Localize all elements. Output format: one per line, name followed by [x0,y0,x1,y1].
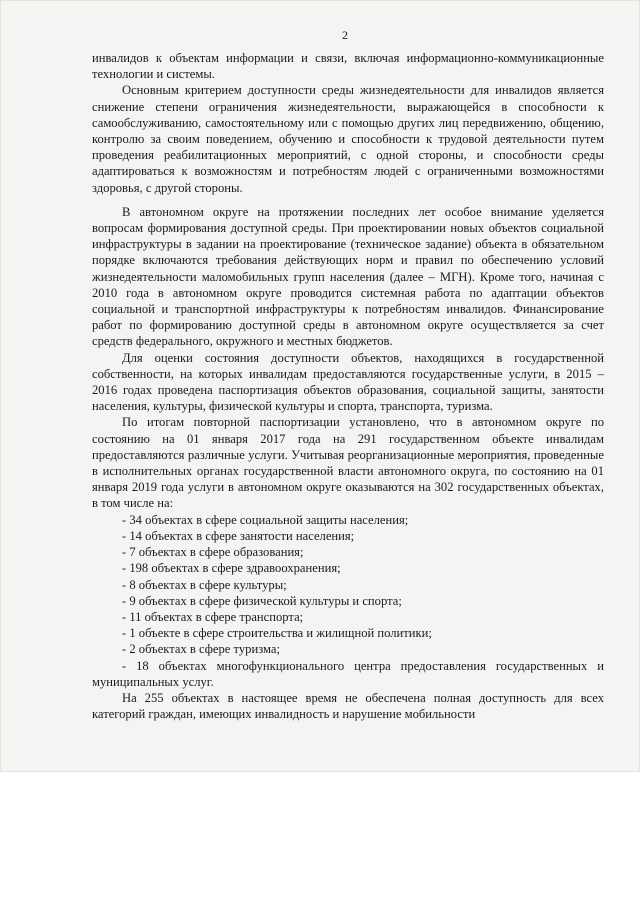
list-item: - 2 объектах в сфере туризма; [122,642,280,657]
list-item: - 198 объектах в сфере здравоохранения; [122,561,341,576]
list-item: - 34 объектах в сфере социальной защиты населения; [122,512,409,527]
list-item-mfc: - 18 объектах многофункционального центра предоставления государственных и муниципальных услуг. [92,658,604,689]
paragraph-passportization: Для оценки состояния доступности объектов, находящихся в государственной собственности, на которых инвалидам предоставляются государственные услуги, в 2015 – 2016 годах проведена паспортизация объектов образования, социальной защиты, занятости населения, культуры, физической культуры и спорта, транспорта, туризма. [92,350,604,414]
document-body [92,50,604,722]
list-item: - 1 объекте в сфере строительства и жилищной политики; [122,626,432,641]
list-item: - 8 объектах в сфере культуры; [122,577,287,592]
list-item: - 9 объектах в сфере физической культуры и спорта; [122,593,402,608]
page-number: 2 [342,28,348,42]
paragraph-not-accessible: На 255 объектах в настоящее время не обеспечена полная доступность для всех категорий граждан, имеющих инвалидность и нарушение мобильности [92,690,604,722]
list-item: - 11 объектах в сфере транспорта; [122,609,304,624]
list-item: - 7 объектах в сфере образования; [122,545,304,560]
paragraph-results: По итогам повторной паспортизации установлено, что в автономном округе по состоянию на 01 января 2017 года на 291 государственном объекте инвалидам предоставляются различные услуги. Учитывая реорганизационные мероприятия, проведенные в исполнительных органах государственной власти автономного округа, по состоянию на 01 января 2019 года услуги в автономном округе оказываются на 302 государственных объектах, в том числе на: [92,415,604,511]
list-item: - 14 объектах в сфере занятости населения; [122,528,355,543]
paragraph-accessible-environment: В автономном округе на протяжении последних лет особое внимание уделяется вопросам формирования доступной среды. При проектировании новых объектов социальной инфраструктуры в задании на проектирование (техническое задание) объекта в обязательном порядке включаются требования действующих норм и правил по обеспечению условий жизнедеятельности маломобильных групп населения (далее – МГН). Кроме того, начиная с 2010 года в автономном округе проводится системная работа по адаптации объектов социальной и транспортной инфраструктуры к потребностям инвалидов. Финансирование работ по формированию доступной среды в автономном округе осуществляется за счет средств федерального, окружного и местных бюджетов. [92,204,604,349]
objects-list [92,512,604,658]
paragraph-criterion: Основным критерием доступности среды жизнедеятельности для инвалидов является снижение степени ограничения жизнедеятельности, выражающейся в способности к самообслуживанию, самостоятельному или с помощью других лиц передвижению, общению, контролю за своим поведением, обучению и способности к трудовой деятельности путем проведения реабилитационных мероприятий, с одной стороны, и способности среды адаптироваться к возможностям и потребностям людей с ограниченными возможностями здоровья, с другой стороны. [92,83,604,195]
paragraph-continuation: инвалидов к объектам информации и связи, включая информационно-коммуникационные технологии и системы. [92,51,604,82]
